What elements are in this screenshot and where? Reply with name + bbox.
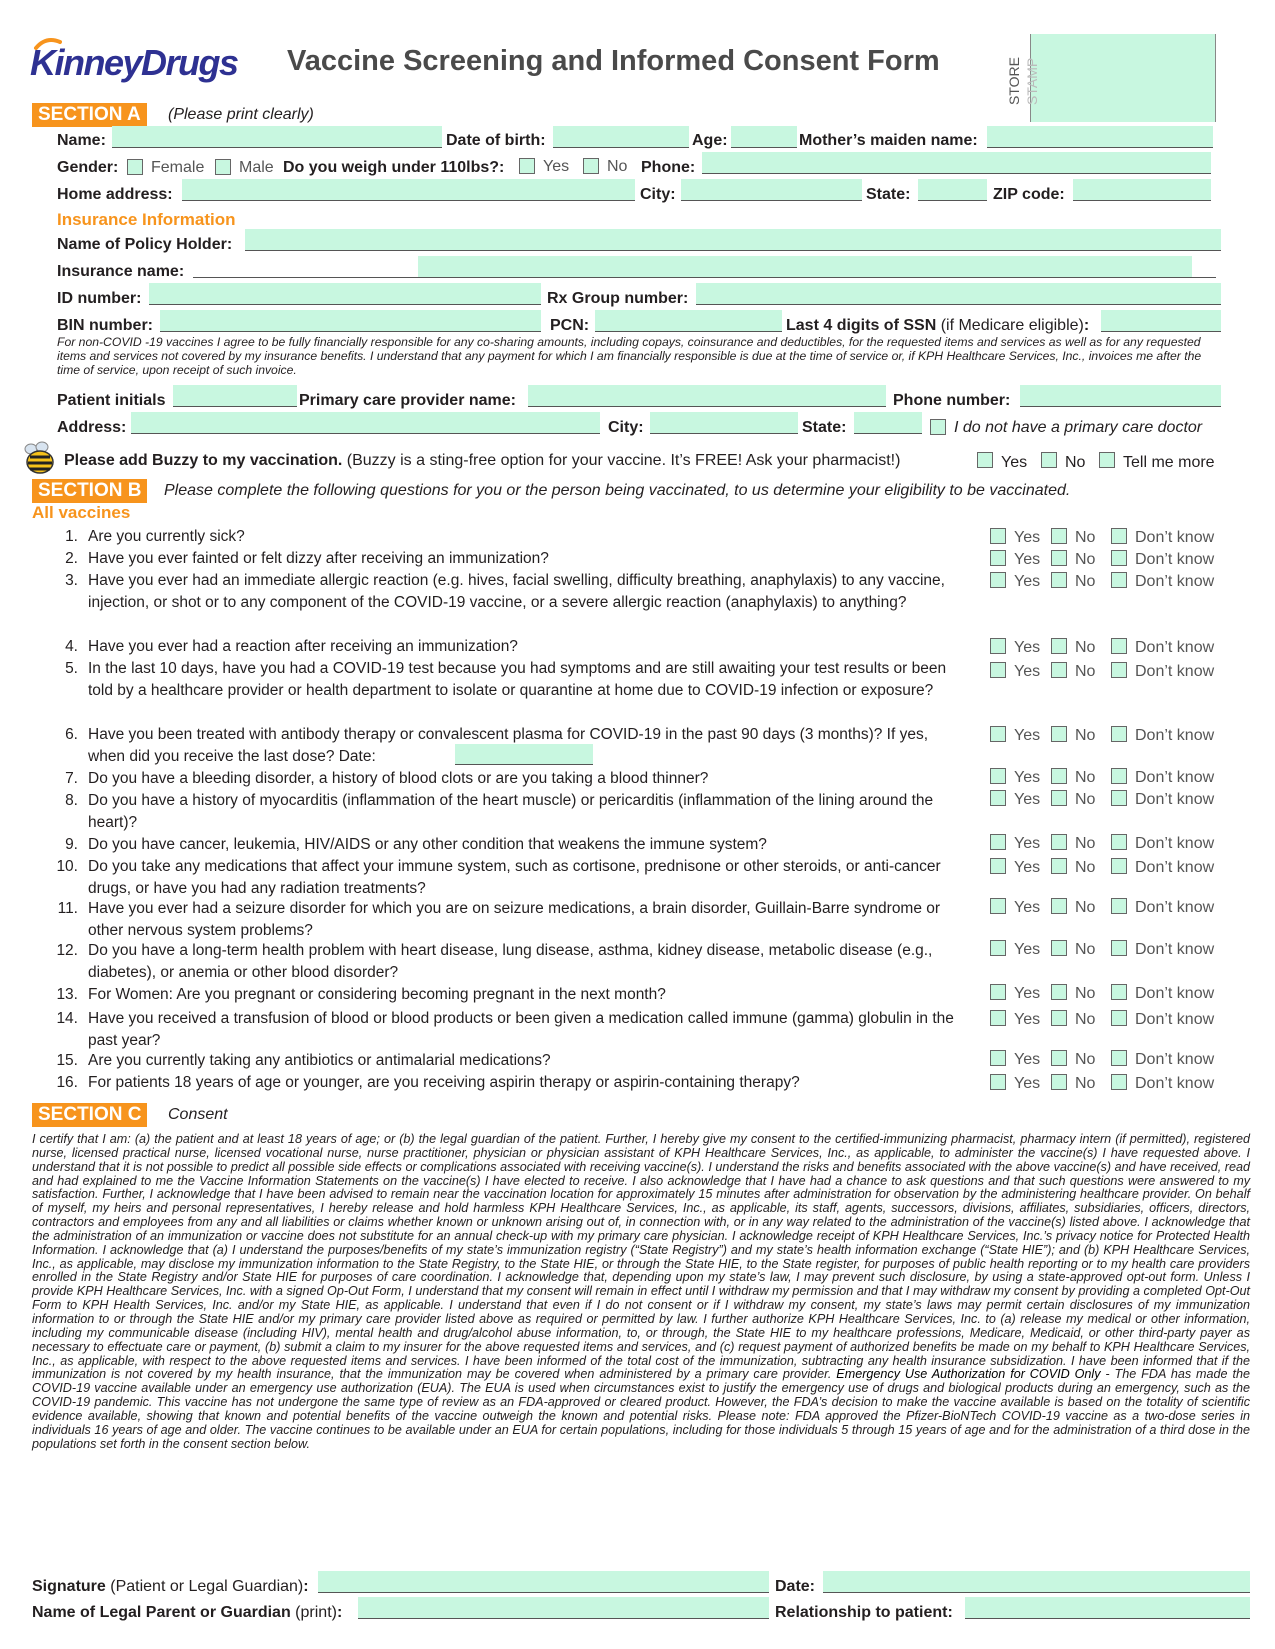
store-stamp-box xyxy=(1030,34,1216,122)
q6-no-checkbox[interactable] xyxy=(1051,726,1067,742)
kinney-drugs-logo xyxy=(30,36,238,84)
q1-dont-know-checkbox[interactable] xyxy=(1111,528,1127,544)
q2-yes-label: Yes xyxy=(1014,551,1041,568)
zip-label: ZIP code: xyxy=(993,186,1065,203)
q5-yes-checkbox[interactable] xyxy=(990,662,1006,678)
female-label: Female xyxy=(151,159,205,176)
signature-date-field[interactable] xyxy=(823,1571,1250,1593)
question-text: Do you have a long-term health problem with heart disease, lung disease, asthma, kidney disease, metabolic disease (e.g., diabetes), or anemia or other blood disorder? xyxy=(88,942,933,981)
ssn-label xyxy=(786,317,1089,335)
q8-no-label: No xyxy=(1075,791,1096,808)
relationship-field[interactable] xyxy=(965,1597,1250,1619)
logo-text: KinneyDrugs xyxy=(30,42,238,83)
buzzy-yes-label: Yes xyxy=(1001,454,1028,471)
question-text: Have you ever had a reaction after receiving an immunization? xyxy=(88,638,518,655)
insurance-heading: Insurance Information xyxy=(57,210,236,229)
q3-yes-checkbox[interactable] xyxy=(990,572,1006,588)
q4-dont-know-label: Don’t know xyxy=(1135,639,1215,656)
q2-no-label: No xyxy=(1075,551,1096,568)
pcn-field[interactable] xyxy=(595,310,782,332)
state-field[interactable] xyxy=(918,179,987,201)
q9-no-checkbox[interactable] xyxy=(1051,834,1067,850)
q11-no-label: No xyxy=(1075,899,1096,916)
q9-dont-know-label: Don’t know xyxy=(1135,835,1215,852)
consent-text xyxy=(32,1133,1250,1451)
question-text: Have you been treated with antibody therapy or convalescent plasma for COVID-19 in the past 90 days (3 months)? If yes, when did you receive the last dose? Date: xyxy=(88,726,929,765)
q13-yes-label: Yes xyxy=(1014,985,1041,1002)
q5-dont-know-checkbox[interactable] xyxy=(1111,662,1127,678)
question-text: Have you ever had a seizure disorder for which you are on seizure medications, a brain disorder, Guillain-Barre syndrome or other nervous system problems? xyxy=(88,900,941,939)
q3-no-label: No xyxy=(1075,573,1096,590)
patient-initials-label: Patient initials xyxy=(57,392,166,409)
q9-yes-checkbox[interactable] xyxy=(990,834,1006,850)
signature-label-note: (Patient or Legal Guardian) xyxy=(105,1578,304,1595)
q4-no-checkbox[interactable] xyxy=(1051,638,1067,654)
q8-no-checkbox[interactable] xyxy=(1051,790,1067,806)
q7-yes-checkbox[interactable] xyxy=(990,768,1006,784)
question-text: Are you currently sick? xyxy=(88,528,245,545)
guardian-name-label-note: (print) xyxy=(290,1604,337,1621)
question-number: 3. xyxy=(65,572,78,589)
question-number: 8. xyxy=(65,792,78,809)
name-field[interactable] xyxy=(112,126,442,148)
q10-yes-checkbox[interactable] xyxy=(990,858,1006,874)
q3-no-checkbox[interactable] xyxy=(1051,572,1067,588)
zip-field[interactable] xyxy=(1073,179,1211,201)
eua-heading: Emergency Use Authorization for COVID Only xyxy=(836,1367,1101,1382)
insurance-name-label: Insurance name: xyxy=(57,263,185,280)
age-field[interactable] xyxy=(731,126,797,148)
patient-initials-field[interactable] xyxy=(173,385,297,407)
question-number: 9. xyxy=(65,836,78,853)
policy-holder-label: Name of Policy Holder: xyxy=(57,236,233,253)
q2-dont-know-checkbox[interactable] xyxy=(1111,550,1127,566)
q10-no-checkbox[interactable] xyxy=(1051,858,1067,874)
signature-label-bold: Signature xyxy=(32,1578,106,1595)
question-text: In the last 10 days, have you had a COVID-19 test because you had symptoms and are still awaiting your test results or been told by a healthcare provider or health department to isolate or quarantine at home due to COVID-19 infection or exposure? xyxy=(88,660,947,699)
q2-no-checkbox[interactable] xyxy=(1051,550,1067,566)
q6-dont-know-checkbox[interactable] xyxy=(1111,726,1127,742)
weight-no-checkbox[interactable] xyxy=(583,158,599,174)
city-field[interactable] xyxy=(681,179,862,201)
relationship-label: Relationship to patient: xyxy=(775,1604,953,1621)
q4-yes-label: Yes xyxy=(1014,639,1041,656)
store-label: STORE xyxy=(1006,57,1022,105)
q1-dont-know-label: Don’t know xyxy=(1135,529,1215,546)
section-b-note: Please complete the following questions for you or the person being vaccinated, to us determine your eligibility to be vaccinated. xyxy=(164,482,1071,499)
q11-dont-know-label: Don’t know xyxy=(1135,899,1215,916)
q13-no-label: No xyxy=(1075,985,1096,1002)
question-text: Do you have cancer, leukemia, HIV/AIDS or any other condition that weakens the immune system? xyxy=(88,836,767,853)
q11-yes-label: Yes xyxy=(1014,899,1041,916)
home-address-label: Home address: xyxy=(57,186,173,203)
q7-yes-label: Yes xyxy=(1014,769,1041,786)
question-text: Are you currently taking any antibiotics or antimalarial medications? xyxy=(88,1052,551,1069)
male-label: Male xyxy=(239,159,274,176)
q7-dont-know-label: Don’t know xyxy=(1135,769,1215,786)
question-text: Have you ever fainted or felt dizzy after receiving an immunization? xyxy=(88,550,549,567)
question-number: 10. xyxy=(56,858,78,875)
question-number: 6. xyxy=(65,726,78,743)
q8-yes-label: Yes xyxy=(1014,791,1041,808)
question-number: 15. xyxy=(56,1052,78,1069)
q1-yes-label: Yes xyxy=(1014,529,1041,546)
q10-dont-know-label: Don’t know xyxy=(1135,859,1215,876)
q3-dont-know-checkbox[interactable] xyxy=(1111,572,1127,588)
q8-dont-know-label: Don’t know xyxy=(1135,791,1215,808)
q11-yes-checkbox[interactable] xyxy=(990,898,1006,914)
pcp-state-field[interactable] xyxy=(854,412,922,434)
q8-dont-know-checkbox[interactable] xyxy=(1111,790,1127,806)
q13-dont-know-label: Don’t know xyxy=(1135,985,1215,1002)
q7-dont-know-checkbox[interactable] xyxy=(1111,768,1127,784)
stamp-label: STAMP xyxy=(1024,57,1040,105)
guardian-name-label-bold: Name of Legal Parent or Guardian xyxy=(32,1604,291,1621)
all-vaccines-heading: All vaccines xyxy=(32,503,131,522)
q16-yes-checkbox[interactable] xyxy=(990,1074,1006,1090)
question-text: Do you have a history of myocarditis (inflammation of the heart muscle) or pericarditis (inflammation of the lining around the heart)? xyxy=(88,792,934,831)
q16-yes-label: Yes xyxy=(1014,1075,1041,1092)
age-label: Age: xyxy=(692,132,728,149)
buzzy-tell-more-checkbox[interactable] xyxy=(1099,452,1115,468)
pcp-city-field[interactable] xyxy=(650,412,798,434)
pcp-address-field[interactable] xyxy=(131,412,600,434)
question-text: Do you have a bleeding disorder, a history of blood clots or are you taking a blood thinner? xyxy=(88,770,709,787)
q16-dont-know-checkbox[interactable] xyxy=(1111,1074,1127,1090)
guardian-name-field[interactable] xyxy=(358,1597,769,1619)
question-number: 11. xyxy=(57,900,78,917)
q4-dont-know-checkbox[interactable] xyxy=(1111,638,1127,654)
weight-question-label: Do you weigh under 110lbs?: xyxy=(283,159,505,176)
bin-field[interactable] xyxy=(160,310,541,332)
q4-no-label: No xyxy=(1075,639,1096,656)
q3-dont-know-label: Don’t know xyxy=(1135,573,1215,590)
bin-label: BIN number: xyxy=(57,317,153,334)
q14-yes-checkbox[interactable] xyxy=(990,1010,1006,1026)
q12-yes-label: Yes xyxy=(1014,941,1041,958)
section-c-badge: SECTION C xyxy=(32,1103,147,1127)
pcp-phone-label: Phone number: xyxy=(893,392,1011,409)
ssn-label-note: (if Medicare eligible) xyxy=(936,317,1084,334)
financial-responsibility-text: For non-COVID -19 vaccines I agree to be fully financially responsible for any co-sharing amounts, including copays, coinsurance and deductibles, for the requested items and services as well as for any requested items and services not covered by my insurance benefits. I understand that any payment for which I am financially responsible is due at the time of service or, if KPH Healthcare Services, Inc., invoices me after the time of service, upon receipt of such invoice. xyxy=(57,335,1202,377)
q1-no-label: No xyxy=(1075,529,1096,546)
pcp-phone-field[interactable] xyxy=(1020,385,1221,407)
female-checkbox[interactable] xyxy=(127,159,143,175)
q6-dont-know-label: Don’t know xyxy=(1135,727,1215,744)
pcp-name-field[interactable] xyxy=(528,385,886,407)
name-label: Name: xyxy=(57,132,106,149)
q12-dont-know-checkbox[interactable] xyxy=(1111,940,1127,956)
q12-no-label: No xyxy=(1075,941,1096,958)
policy-holder-field[interactable] xyxy=(245,229,1221,251)
q8-yes-checkbox[interactable] xyxy=(990,790,1006,806)
buzzy-yes-checkbox[interactable] xyxy=(977,452,993,468)
q2-yes-checkbox[interactable] xyxy=(990,550,1006,566)
home-address-field[interactable] xyxy=(182,179,635,201)
question-number: 12. xyxy=(56,942,78,959)
rx-group-field[interactable] xyxy=(696,283,1221,305)
question-text: For patients 18 years of age or younger, are you receiving aspirin therapy or aspirin-containing therapy? xyxy=(88,1074,800,1091)
q6-yes-label: Yes xyxy=(1014,727,1041,744)
signature-date-label: Date: xyxy=(775,1578,816,1595)
city-label: City: xyxy=(640,186,676,203)
id-number-field[interactable] xyxy=(149,283,541,305)
q16-dont-know-label: Don’t know xyxy=(1135,1075,1215,1092)
buzzy-label-bold: Please add Buzzy to my vaccination. xyxy=(64,452,343,469)
q14-yes-label: Yes xyxy=(1014,1011,1041,1028)
q5-no-checkbox[interactable] xyxy=(1051,662,1067,678)
signature-field[interactable] xyxy=(318,1571,769,1593)
ssn-label-colon: : xyxy=(1083,317,1090,334)
guardian-name-label xyxy=(32,1604,342,1622)
signature-label xyxy=(32,1578,309,1596)
guardian-name-label-colon: : xyxy=(336,1604,343,1621)
pcn-label: PCN: xyxy=(550,317,590,334)
ssn-field[interactable] xyxy=(1101,310,1221,332)
section-c-note: Consent xyxy=(168,1106,228,1123)
q9-dont-know-checkbox[interactable] xyxy=(1111,834,1127,850)
ssn-label-bold: Last 4 digits of SSN xyxy=(786,317,937,334)
q15-dont-know-label: Don’t know xyxy=(1135,1051,1215,1068)
antibody-date-field[interactable] xyxy=(455,744,593,765)
pcp-name-label: Primary care provider name: xyxy=(299,392,516,409)
question-text: Do you take any medications that affect your immune system, such as cortisone, prednisone or other steroids, or anti-cancer drugs, or have you had any radiation treatments? xyxy=(88,858,941,897)
q15-yes-checkbox[interactable] xyxy=(990,1050,1006,1066)
q5-no-label: No xyxy=(1075,663,1096,680)
question-number: 2. xyxy=(65,550,78,567)
q5-yes-label: Yes xyxy=(1014,663,1041,680)
pcp-city-label: City: xyxy=(608,419,644,436)
q9-no-label: No xyxy=(1075,835,1096,852)
buzzy-label xyxy=(64,452,900,470)
q3-yes-label: Yes xyxy=(1014,573,1041,590)
q11-no-checkbox[interactable] xyxy=(1051,898,1067,914)
id-number-label: ID number: xyxy=(57,290,142,307)
q13-dont-know-checkbox[interactable] xyxy=(1111,984,1127,1000)
q9-yes-label: Yes xyxy=(1014,835,1041,852)
section-b-badge: SECTION B xyxy=(32,479,147,503)
question-text: Have you received a transfusion of blood or blood products or been given a medication called immune (gamma) globulin in the past year? xyxy=(88,1010,954,1049)
consent-text-part2: - The FDA has made the COVID-19 vaccine available under an emergency use authorization (EUA). The EUA is used when circumstances exist to justify the emergency use of drugs and biological products during an emergency, such as the COVID-19 pandemic. This vaccine has not undergone the same type of review as an FDA-approved or cleared product. However, the FDA’s decision to make the vaccine available is based on the totality of scientific evidence available, showing that known and potential benefits of the vaccine outweigh the known and potential risks. Please note: FDA approved the Pfizer-BioNTech COVID-19 vaccine as a two-dose series in individuals 16 years of age and older. The vaccine continues to be available under an EUA for certain populations, including for those individuals 5 through 15 years of age and for the administration of a third dose in the populations set forth in the consent section below. xyxy=(32,1367,1250,1451)
male-checkbox[interactable] xyxy=(215,159,231,175)
q7-no-label: No xyxy=(1075,769,1096,786)
q10-dont-know-checkbox[interactable] xyxy=(1111,858,1127,874)
q13-no-checkbox[interactable] xyxy=(1051,984,1067,1000)
consent-text-part1: I certify that I am: (a) the patient and at least 18 years of age; or (b) the legal guardian of the patient. Further, I hereby give my consent to the certified-immunizing pharmacist, pharmacy intern (if permitted), registered nurse, licensed practical nurse, licensed vocational nurse, nurse practitioner, physician or physician assistant of KPH Healthcare Services, Inc., as applicable, to administer the vaccine(s) I have requested above. I understand that it is not possible to predict all possible side effects or complications associated with receiving vaccine(s). I understand the risks and benefits associated with the above vaccine(s) and have received, read and had explained to me the Vaccine Information Statements on the vaccine(s) I have elected to receive. I also acknowledge that I have had a chance to ask questions and that such questions were answered to my satisfaction. Further, I acknowledge that I have been advised to remain near the vaccination location for approximately 15 minutes after administration for observation by the administering healthcare provider. On behalf of myself, my heirs and personal representatives, I hereby release and hold harmless KPH Healthcare Services, Inc., as applicable, its staff, agents, successors, divisions, affiliates, subsidiaries, officers, directors, contractors and employees from any and all liabilities or claims whether known or unknown arising out of, in connection with, or in any way related to the administration of the vaccine(s) listed above. I acknowledge that the administration of an immunization or vaccine does not substitute for an annual check-up with my primary care physician. I acknowledge receipt of KPH Healthcare Services, Inc.’s privacy notice for Protected Health Information. I acknowledge that (a) I understand the purposes/benefits of my state’s immunization registry (“State Registry”) and my state’s health information exchange (“State HIE”); and (b) KPH Healthcare Services, Inc., as applicable, may disclose my immunization information to the State Registry, to the State HIE, or through the State HIE, to the State register, for purposes of public health reporting or to my health care providers enrolled in the State Registry and/or State HIE for purposes of care coordination. I acknowledge that, depending upon my state’s law, I may prevent such disclosure, by using a state-approved opt-out form. Unless I provide KPH Healthcare Services, Inc. with a signed Op-Out Form, I understand that my consent will remain in effect until I withdraw my permission and that I may withdraw my consent by providing a completed Opt-Out Form to KPH Health Services, Inc. and/or my State HIE, as applicable. I understand that even if I do not consent or if I withdraw my consent, my state’s laws may permit certain disclosures of my immunization information to or through the State HIE and/or my primary care provider listed above as required or permitted by law. I further authorize KPH Healthcare Services, Inc. to (a) release my medical or other information, including my communicable disease (including HIV), mental health and drug/alcohol abuse information, to, or through, the State HIE to my healthcare professions, Medicare, Medicaid, or other third-party payer as necessary to effectuate care or payment, (b) submit a claim to my insurer for the above requested items and services, and (c) request payment of authorized benefits be made on my behalf to KPH Healthcare Services, Inc., as applicable, with respect to the above requested items and services. I have been informed of the total cost of the immunization, subtracting any health insurance subsidization. I have been informed that if the immunization is not covered by my health insurance, that the immunization may be covered when administered by a primary care provider. xyxy=(32,1132,1250,1382)
maiden-name-label: Mother’s maiden name: xyxy=(799,132,978,149)
no-pcp-checkbox[interactable] xyxy=(930,419,946,435)
section-a-note: (Please print clearly) xyxy=(168,106,314,123)
state-label: State: xyxy=(866,186,911,203)
q4-yes-checkbox[interactable] xyxy=(990,638,1006,654)
q12-dont-know-label: Don’t know xyxy=(1135,941,1215,958)
weight-yes-label: Yes xyxy=(543,158,570,175)
q5-dont-know-label: Don’t know xyxy=(1135,663,1215,680)
q10-no-label: No xyxy=(1075,859,1096,876)
question-text: For Women: Are you pregnant or considering becoming pregnant in the next month? xyxy=(88,986,666,1003)
buzzy-bee-icon xyxy=(22,440,58,476)
q14-no-label: No xyxy=(1075,1011,1096,1028)
q16-no-label: No xyxy=(1075,1075,1096,1092)
question-number: 14. xyxy=(56,1010,78,1027)
phone-label: Phone: xyxy=(641,159,696,176)
q15-dont-know-checkbox[interactable] xyxy=(1111,1050,1127,1066)
question-number: 16. xyxy=(56,1074,78,1091)
q11-dont-know-checkbox[interactable] xyxy=(1111,898,1127,914)
question-number: 4. xyxy=(65,638,78,655)
buzzy-label-note: (Buzzy is a sting-free option for your vaccine. It’s FREE! Ask your pharmacist!) xyxy=(342,452,901,469)
question-number: 5. xyxy=(65,660,78,677)
q15-yes-label: Yes xyxy=(1014,1051,1041,1068)
phone-field[interactable] xyxy=(702,152,1211,174)
dob-label: Date of birth: xyxy=(446,132,546,149)
weight-yes-checkbox[interactable] xyxy=(519,158,535,174)
q6-no-label: No xyxy=(1075,727,1096,744)
q14-dont-know-label: Don’t know xyxy=(1135,1011,1215,1028)
rx-group-label: Rx Group number: xyxy=(547,290,689,307)
q12-no-checkbox[interactable] xyxy=(1051,940,1067,956)
q15-no-label: No xyxy=(1075,1051,1096,1068)
question-number: 13. xyxy=(56,986,78,1003)
question-number: 7. xyxy=(65,770,78,787)
buzzy-tell-more-label: Tell me more xyxy=(1123,454,1215,471)
q6-yes-checkbox[interactable] xyxy=(990,726,1006,742)
q7-no-checkbox[interactable] xyxy=(1051,768,1067,784)
weight-no-label: No xyxy=(607,158,628,175)
pcp-address-label: Address: xyxy=(57,419,127,436)
q13-yes-checkbox[interactable] xyxy=(990,984,1006,1000)
q15-no-checkbox[interactable] xyxy=(1051,1050,1067,1066)
buzzy-no-checkbox[interactable] xyxy=(1041,452,1057,468)
signature-label-colon: : xyxy=(303,1578,309,1595)
q1-no-checkbox[interactable] xyxy=(1051,528,1067,544)
q14-dont-know-checkbox[interactable] xyxy=(1111,1010,1127,1026)
section-a-badge: SECTION A xyxy=(32,103,147,127)
buzzy-no-label: No xyxy=(1065,454,1086,471)
gender-label: Gender: xyxy=(57,159,119,176)
pcp-state-label: State: xyxy=(802,419,847,436)
question-number: 1. xyxy=(65,528,78,545)
q2-dont-know-label: Don’t know xyxy=(1135,551,1215,568)
q12-yes-checkbox[interactable] xyxy=(990,940,1006,956)
q1-yes-checkbox[interactable] xyxy=(990,528,1006,544)
question-text: Have you ever had an immediate allergic reaction (e.g. hives, facial swelling, difficulty breathing, anaphylaxis) to any vaccine, injection, or shot or to any component of the COVID-19 vaccine, or a severe allergic reaction (anaphylaxis) to anything? xyxy=(88,572,945,611)
q16-no-checkbox[interactable] xyxy=(1051,1074,1067,1090)
q10-yes-label: Yes xyxy=(1014,859,1041,876)
insurance-name-highlight xyxy=(418,256,1192,277)
page-title: Vaccine Screening and Informed Consent Form xyxy=(287,45,940,77)
q14-no-checkbox[interactable] xyxy=(1051,1010,1067,1026)
maiden-name-field[interactable] xyxy=(987,126,1213,148)
no-pcp-label: I do not have a primary care doctor xyxy=(954,419,1203,436)
dob-field[interactable] xyxy=(553,126,689,148)
